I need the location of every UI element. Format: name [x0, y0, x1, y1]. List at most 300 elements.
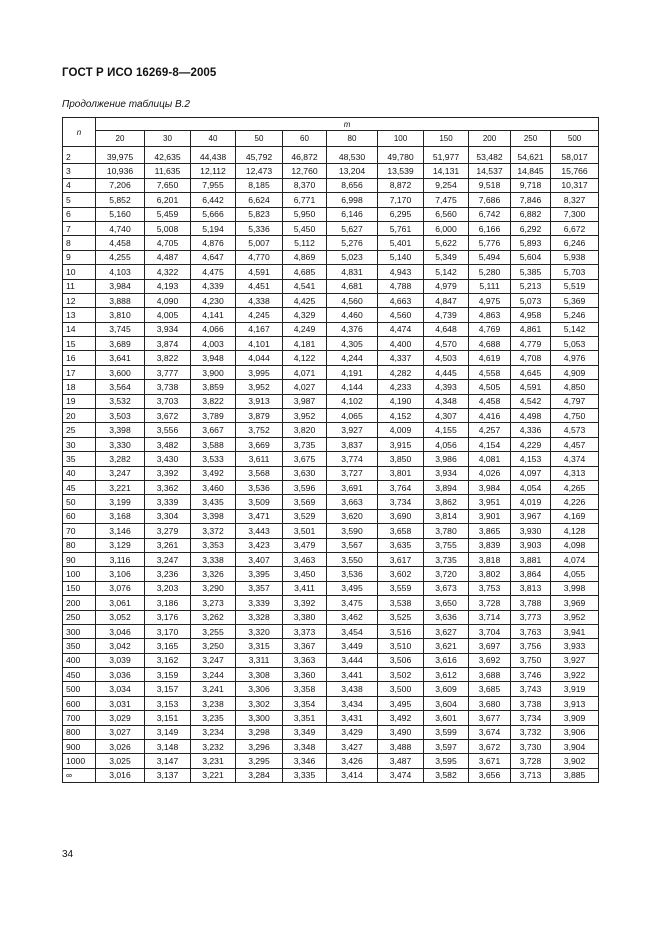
- table-cell: 3,556: [145, 423, 191, 437]
- table-cell: 3,509: [236, 495, 283, 509]
- table-cell: 3,609: [424, 682, 469, 696]
- table-cell: 3,349: [283, 725, 327, 739]
- table-cell: 3,656: [469, 768, 511, 782]
- table-row: [63, 509, 599, 523]
- table-cell: 42,635: [145, 147, 191, 164]
- table-row: [63, 193, 599, 207]
- column-header-m-500: 500: [551, 131, 599, 147]
- table-cell: 3,837: [327, 437, 378, 451]
- table-cell: 3,901: [469, 509, 511, 523]
- table-cell: 6,624: [236, 193, 283, 207]
- table-cell: 3,671: [469, 754, 511, 768]
- table-cell: 5,142: [424, 265, 469, 279]
- table-cell: 4,619: [469, 351, 511, 365]
- table-cell: 3,165: [145, 639, 191, 653]
- table-cell: 3,728: [469, 596, 511, 610]
- table-cell: 3,027: [96, 725, 145, 739]
- table-cell: 3,727: [327, 466, 378, 480]
- table-cell: 3,675: [283, 452, 327, 466]
- row-label-n: 40: [63, 466, 96, 480]
- table-cell: 3,238: [191, 696, 236, 710]
- table-cell: 4,541: [283, 279, 327, 293]
- table-cell: 3,438: [327, 682, 378, 696]
- table-cell: 4,181: [283, 337, 327, 351]
- table-cell: 3,290: [191, 581, 236, 595]
- table-cell: 4,648: [424, 322, 469, 336]
- table-cell: 4,313: [551, 466, 599, 480]
- table-cell: 3,435: [191, 495, 236, 509]
- column-header-m-30: 30: [145, 131, 191, 147]
- table-cell: 3,822: [145, 351, 191, 365]
- table-cell: 3,704: [469, 624, 511, 638]
- table-cell: 3,247: [191, 653, 236, 667]
- table-cell: 3,335: [283, 768, 327, 782]
- table-cell: 3,429: [327, 725, 378, 739]
- table-cell: 14,537: [469, 164, 511, 178]
- table-cell: 3,380: [283, 610, 327, 624]
- table-cell: 14,845: [511, 164, 551, 178]
- table-cell: 3,149: [145, 725, 191, 739]
- table-cell: 3,430: [145, 452, 191, 466]
- table-cell: 3,338: [191, 552, 236, 566]
- table-cell: 3,482: [145, 437, 191, 451]
- table-cell: 3,395: [236, 567, 283, 581]
- table-cell: 3,688: [469, 668, 511, 682]
- table-cell: 4,560: [378, 308, 424, 322]
- table-cell: 5,111: [469, 279, 511, 293]
- table-cell: 3,818: [469, 552, 511, 566]
- table-row: [63, 250, 599, 264]
- table-cell: 3,934: [424, 466, 469, 480]
- table-cell: 4,005: [145, 308, 191, 322]
- table-cell: 5,336: [236, 221, 283, 235]
- table-cell: 3,423: [236, 538, 283, 552]
- table-cell: 4,474: [378, 322, 424, 336]
- table-row: [63, 322, 599, 336]
- table-cell: 3,273: [191, 596, 236, 610]
- table-cell: 3,244: [191, 668, 236, 682]
- table-cell: 3,463: [283, 552, 327, 566]
- document-header: ГОСТ Р ИСО 16269-8—2005: [62, 67, 217, 79]
- table-cell: 3,302: [236, 696, 283, 710]
- table-cell: 3,728: [511, 754, 551, 768]
- table-cell: 5,450: [283, 221, 327, 235]
- table-row: [63, 236, 599, 250]
- table-cell: 3,627: [424, 624, 469, 638]
- table-cell: 5,401: [378, 236, 424, 250]
- table-cell: 3,862: [424, 495, 469, 509]
- table-cell: 8,656: [327, 178, 378, 192]
- table-cell: 5,276: [327, 236, 378, 250]
- table-cell: 4,487: [145, 250, 191, 264]
- table-cell: 3,672: [469, 740, 511, 754]
- table-cell: 3,927: [327, 423, 378, 437]
- table-cell: 4,416: [469, 409, 511, 423]
- table-cell: 4,861: [511, 322, 551, 336]
- table-row: [63, 624, 599, 638]
- table-cell: 4,769: [469, 322, 511, 336]
- table-cell: 5,369: [551, 293, 599, 307]
- table-cell: 12,473: [236, 164, 283, 178]
- table-cell: 6,672: [551, 221, 599, 235]
- table-cell: 4,505: [469, 380, 511, 394]
- table-cell: 4,558: [469, 365, 511, 379]
- table-cell: 4,958: [511, 308, 551, 322]
- table-cell: 3,431: [327, 711, 378, 725]
- table-cell: 3,475: [327, 596, 378, 610]
- table-row: [63, 337, 599, 351]
- table-cell: 5,023: [327, 250, 378, 264]
- table-cell: 3,564: [96, 380, 145, 394]
- table-cell: 3,822: [191, 394, 236, 408]
- table-cell: 3,669: [236, 437, 283, 451]
- table-cell: 3,746: [511, 668, 551, 682]
- table-cell: 4,026: [469, 466, 511, 480]
- table-cell: 3,320: [236, 624, 283, 638]
- table-cell: 3,948: [191, 351, 236, 365]
- table-cell: 3,536: [236, 480, 283, 494]
- table-cell: 4,979: [424, 279, 469, 293]
- table-row: [63, 293, 599, 307]
- table-cell: 3,462: [327, 610, 378, 624]
- table-cell: 3,502: [378, 668, 424, 682]
- table-cell: 3,934: [145, 322, 191, 336]
- table-cell: 6,771: [283, 193, 327, 207]
- table-cell: 3,357: [236, 581, 283, 595]
- table-cell: 3,801: [378, 466, 424, 480]
- table-cell: 3,636: [424, 610, 469, 624]
- row-label-n: 8: [63, 236, 96, 250]
- table-cell: 3,471: [236, 509, 283, 523]
- row-label-n: 1000: [63, 754, 96, 768]
- table-cell: 3,864: [511, 567, 551, 581]
- table-cell: 3,339: [236, 596, 283, 610]
- table-cell: 3,532: [96, 394, 145, 408]
- column-header-m-100: 100: [378, 131, 424, 147]
- table-cell: 3,672: [145, 409, 191, 423]
- table-cell: 3,952: [283, 409, 327, 423]
- table-cell: 3,298: [236, 725, 283, 739]
- table-cell: 3,231: [191, 754, 236, 768]
- table-cell: 14,131: [424, 164, 469, 178]
- table-cell: 3,282: [96, 452, 145, 466]
- table-cell: 3,789: [191, 409, 236, 423]
- table-cell: 4,647: [191, 250, 236, 264]
- table-cell: 3,941: [551, 624, 599, 638]
- table-cell: 7,650: [145, 178, 191, 192]
- table-cell: 3,346: [283, 754, 327, 768]
- table-cell: 3,495: [378, 696, 424, 710]
- table-cell: 4,847: [424, 293, 469, 307]
- table-cell: 3,658: [378, 524, 424, 538]
- table-cell: 4,740: [96, 221, 145, 235]
- table-cell: 3,367: [283, 639, 327, 653]
- table-cell: 3,029: [96, 711, 145, 725]
- table-cell: 4,229: [511, 437, 551, 451]
- table-cell: 3,449: [327, 639, 378, 653]
- table-cell: 6,246: [551, 236, 599, 250]
- table-cell: 3,444: [327, 653, 378, 667]
- table-cell: 3,602: [378, 567, 424, 581]
- table-cell: 3,495: [327, 581, 378, 595]
- table-cell: 4,570: [424, 337, 469, 351]
- table-cell: 3,568: [236, 466, 283, 480]
- page-number: 34: [62, 849, 74, 860]
- table-cell: 6,295: [378, 207, 424, 221]
- table-cell: 4,190: [378, 394, 424, 408]
- table-cell: 3,735: [424, 552, 469, 566]
- table-cell: 4,503: [424, 351, 469, 365]
- table-cell: 5,823: [236, 207, 283, 221]
- table-cell: 3,773: [511, 610, 551, 624]
- table-cell: 4,255: [96, 250, 145, 264]
- table-cell: 3,052: [96, 610, 145, 624]
- table-cell: 4,122: [283, 351, 327, 365]
- table-cell: 4,663: [378, 293, 424, 307]
- table-cell: 3,810: [96, 308, 145, 322]
- table-cell: 3,474: [378, 768, 424, 782]
- table-cell: 4,155: [424, 423, 469, 437]
- table-cell: 6,882: [511, 207, 551, 221]
- table-cell: 3,490: [378, 725, 424, 739]
- table-row: [63, 567, 599, 581]
- table-cell: 3,930: [511, 524, 551, 538]
- table-cell: 11,635: [145, 164, 191, 178]
- table-cell: 5,459: [145, 207, 191, 221]
- table-cell: 5,761: [378, 221, 424, 235]
- table-cell: 4,797: [551, 394, 599, 408]
- table-cell: 3,906: [551, 725, 599, 739]
- table-cell: 3,685: [469, 682, 511, 696]
- table-cell: 5,950: [283, 207, 327, 221]
- table-cell: 3,503: [96, 409, 145, 423]
- row-label-n: 16: [63, 351, 96, 365]
- table-cell: 4,307: [424, 409, 469, 423]
- table-cell: 3,427: [327, 740, 378, 754]
- table-cell: 3,859: [191, 380, 236, 394]
- table-cell: 4,257: [469, 423, 511, 437]
- table-cell: 4,943: [378, 265, 424, 279]
- table-cell: 10,936: [96, 164, 145, 178]
- table-cell: 12,112: [191, 164, 236, 178]
- table-cell: 3,454: [327, 624, 378, 638]
- table-cell: 39,975: [96, 147, 145, 164]
- table-cell: 3,691: [327, 480, 378, 494]
- table-cell: 48,530: [327, 147, 378, 164]
- table-cell: 3,913: [551, 696, 599, 710]
- table-cell: 4,097: [511, 466, 551, 480]
- table-cell: 4,153: [511, 452, 551, 466]
- table-cell: 3,147: [145, 754, 191, 768]
- table-cell: 3,026: [96, 740, 145, 754]
- table-cell: 4,066: [191, 322, 236, 336]
- table-cell: 4,144: [327, 380, 378, 394]
- row-label-n: 500: [63, 682, 96, 696]
- row-label-n: 50: [63, 495, 96, 509]
- table-cell: 4,460: [327, 308, 378, 322]
- table-cell: 3,673: [424, 581, 469, 595]
- row-label-n: 450: [63, 668, 96, 682]
- table-cell: 3,590: [327, 524, 378, 538]
- row-header-n: n: [63, 118, 96, 147]
- column-header-m-40: 40: [191, 131, 236, 147]
- table-cell: 3,106: [96, 567, 145, 581]
- table-cell: 3,162: [145, 653, 191, 667]
- table-cell: 4,226: [551, 495, 599, 509]
- table-cell: 8,370: [283, 178, 327, 192]
- table-cell: 3,339: [145, 495, 191, 509]
- table-cell: 3,315: [236, 639, 283, 653]
- table-cell: 3,034: [96, 682, 145, 696]
- table-cell: 54,621: [511, 147, 551, 164]
- table-cell: 3,774: [327, 452, 378, 466]
- table-row: [63, 610, 599, 624]
- table-cell: 4,770: [236, 250, 283, 264]
- table-cell: 45,792: [236, 147, 283, 164]
- table-cell: 3,159: [145, 668, 191, 682]
- table-cell: 4,233: [378, 380, 424, 394]
- table-cell: 4,154: [469, 437, 511, 451]
- table-row: [63, 480, 599, 494]
- table-cell: 3,987: [283, 394, 327, 408]
- row-label-n: 45: [63, 480, 96, 494]
- table-cell: 4,850: [551, 380, 599, 394]
- row-label-n: 60: [63, 509, 96, 523]
- table-cell: 6,292: [511, 221, 551, 235]
- table-cell: 3,922: [551, 668, 599, 682]
- table-cell: 4,445: [424, 365, 469, 379]
- table-cell: 3,764: [378, 480, 424, 494]
- table-cell: 12,760: [283, 164, 327, 178]
- table-cell: 4,337: [378, 351, 424, 365]
- table-cell: 51,977: [424, 147, 469, 164]
- table-cell: 3,116: [96, 552, 145, 566]
- table-cell: 3,692: [469, 653, 511, 667]
- table-cell: 7,475: [424, 193, 469, 207]
- table-cell: 3,170: [145, 624, 191, 638]
- table-cell: 3,031: [96, 696, 145, 710]
- table-row: [63, 682, 599, 696]
- table-cell: 3,363: [283, 653, 327, 667]
- table-cell: 3,894: [424, 480, 469, 494]
- table-cell: 4,393: [424, 380, 469, 394]
- row-label-n: 7: [63, 221, 96, 235]
- table-cell: 3,903: [511, 538, 551, 552]
- table-cell: 3,398: [96, 423, 145, 437]
- table-cell: 3,326: [191, 567, 236, 581]
- table-cell: 5,142: [551, 322, 599, 336]
- row-label-n: 14: [63, 322, 96, 336]
- row-label-n: 2: [63, 147, 96, 164]
- table-cell: 53,482: [469, 147, 511, 164]
- row-label-n: 17: [63, 365, 96, 379]
- table-cell: 4,003: [191, 337, 236, 351]
- table-row: [63, 596, 599, 610]
- table-cell: 3,247: [96, 466, 145, 480]
- table-cell: 3,479: [283, 538, 327, 552]
- row-label-n: 600: [63, 696, 96, 710]
- table-cell: 3,680: [469, 696, 511, 710]
- table-cell: 5,194: [191, 221, 236, 235]
- table-cell: 5,385: [511, 265, 551, 279]
- table-cell: 4,056: [424, 437, 469, 451]
- column-header-m-80: 80: [327, 131, 378, 147]
- row-label-n: 13: [63, 308, 96, 322]
- column-group-header-m: m: [96, 118, 599, 131]
- table-cell: 3,036: [96, 668, 145, 682]
- table-cell: 3,621: [424, 639, 469, 653]
- table-row: [63, 308, 599, 322]
- column-header-m-200: 200: [469, 131, 511, 147]
- table-cell: 5,007: [236, 236, 283, 250]
- table-cell: 4,869: [283, 250, 327, 264]
- table-cell: 3,129: [96, 538, 145, 552]
- table-cell: 3,358: [283, 682, 327, 696]
- table-cell: 5,776: [469, 236, 511, 250]
- column-header-m-60: 60: [283, 131, 327, 147]
- table-cell: 3,250: [191, 639, 236, 653]
- table-cell: 5,213: [511, 279, 551, 293]
- table-cell: 3,814: [424, 509, 469, 523]
- table-cell: 3,426: [327, 754, 378, 768]
- table-cell: 3,596: [283, 480, 327, 494]
- table-cell: 4,876: [191, 236, 236, 250]
- table-cell: 3,582: [424, 768, 469, 782]
- table-cell: 4,169: [551, 509, 599, 523]
- table-cell: 4,573: [551, 423, 599, 437]
- table-cell: 4,339: [191, 279, 236, 293]
- table-cell: 3,235: [191, 711, 236, 725]
- table-cell: 3,690: [378, 509, 424, 523]
- table-row: [63, 740, 599, 754]
- table-cell: 3,372: [191, 524, 236, 538]
- table-cell: 44,438: [191, 147, 236, 164]
- table-cell: 3,137: [145, 768, 191, 782]
- table-cell: 3,756: [511, 639, 551, 653]
- table-cell: 4,681: [327, 279, 378, 293]
- table-cell: 3,443: [236, 524, 283, 538]
- table-cell: 4,074: [551, 552, 599, 566]
- table-cell: 3,904: [551, 740, 599, 754]
- table-cell: 4,788: [378, 279, 424, 293]
- row-label-n: 90: [63, 552, 96, 566]
- table-row: [63, 265, 599, 279]
- table-row: [63, 581, 599, 595]
- table-cell: 3,308: [236, 668, 283, 682]
- table-cell: 3,677: [469, 711, 511, 725]
- table-cell: 3,689: [96, 337, 145, 351]
- table-cell: 4,457: [551, 437, 599, 451]
- table-cell: 3,460: [191, 480, 236, 494]
- table-cell: 3,984: [96, 279, 145, 293]
- table-row: [63, 351, 599, 365]
- table-cell: 5,008: [145, 221, 191, 235]
- table-cell: 3,434: [327, 696, 378, 710]
- table-cell: 3,984: [469, 480, 511, 494]
- row-label-n: 9: [63, 250, 96, 264]
- table-cell: 8,872: [378, 178, 424, 192]
- table-cell: 3,296: [236, 740, 283, 754]
- table-cell: 5,280: [469, 265, 511, 279]
- table-cell: 3,900: [191, 365, 236, 379]
- table-cell: 3,241: [191, 682, 236, 696]
- table-cell: 5,852: [96, 193, 145, 207]
- row-label-n: 150: [63, 581, 96, 595]
- table-cell: 3,969: [551, 596, 599, 610]
- table-cell: 3,885: [551, 768, 599, 782]
- table-cell: 3,487: [378, 754, 424, 768]
- table-cell: 5,246: [551, 308, 599, 322]
